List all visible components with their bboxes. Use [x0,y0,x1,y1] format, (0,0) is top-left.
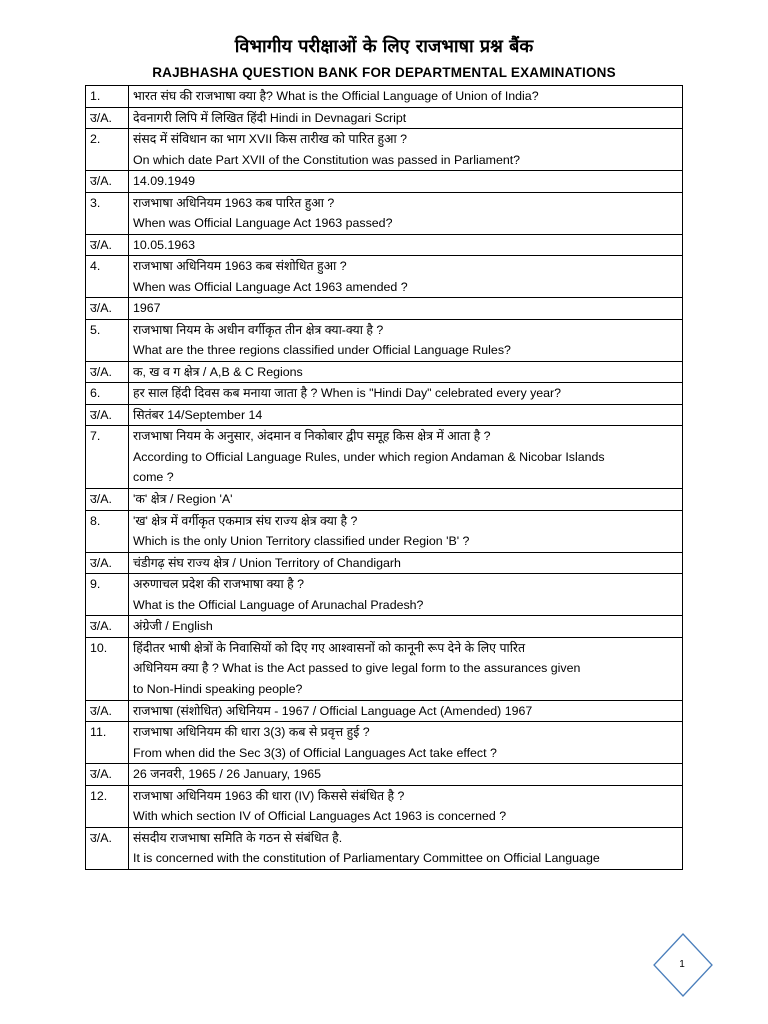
question-text-cell [129,192,683,234]
question-number: 1. [86,86,129,108]
answer-text-line: देवनागरी लिपि में लिखित हिंदी Hindi in Devnagari Script [133,110,407,125]
question-text-cell [129,510,683,552]
question-text-line: With which section IV of Official Languages Act 1963 is concerned ? [133,809,507,823]
answer-row [86,404,683,426]
answer-row [86,107,683,129]
answer-text-line: संसदीय राजभाषा समिति के गठन से संबंधित है. [133,830,343,845]
question-text-cell [129,319,683,361]
question-row [86,637,683,700]
answer-text-line: 26 जनवरी, 1965 / 26 January, 1965 [133,767,322,781]
question-text-cell [129,574,683,616]
answer-text-cell [129,764,683,786]
question-text-cell [129,637,683,700]
question-text-line: राजभाषा नियम के अधीन वर्गीकृत तीन क्षेत्र क्या-क्या है ? [133,322,384,337]
question-number: 11. [86,722,129,764]
answer-label: उ/A. [86,827,129,869]
page-title-hindi: विभागीय परीक्षाओं के लिए राजभाषा प्रश्न बैंक [234,36,534,57]
question-text-line: When was Official Language Act 1963 passed? [133,216,393,230]
answer-row [86,827,683,869]
answer-label: उ/A. [86,404,129,426]
question-text-line: When was Official Language Act 1963 amended ? [133,279,408,294]
question-row [86,574,683,616]
question-number: 4. [86,256,129,298]
answer-label: उ/A. [86,298,129,320]
answer-text-cell [129,700,683,722]
question-text-line: अधिनियम क्या है ? What is the Act passed to give legal form to the assurances given [133,661,581,675]
answer-text-line: 'क' क्षेत्र / Region 'A' [133,492,233,506]
answer-label: उ/A. [86,234,129,256]
question-text-line: राजभाषा अधिनियम 1963 कब पारित हुआ ? [133,195,335,210]
answer-text-line: क, ख व ग क्षेत्र / A,B & C Regions [133,364,303,379]
answer-text-cell [129,361,683,383]
question-text-cell [129,722,683,764]
answer-text-cell [129,616,683,638]
question-number: 6. [86,383,129,405]
answer-label: उ/A. [86,361,129,383]
question-text-line: अरुणाचल प्रदेश की राजभाषा क्या है ? [133,577,305,591]
question-text-line: From when did the Sec 3(3) of Official Languages Act take effect ? [133,745,497,760]
question-number: 12. [86,785,129,827]
question-row [86,510,683,552]
question-number: 9. [86,574,129,616]
question-text-line: हर साल हिंदी दिवस कब मनाया जाता है ? When is "Hindi Day" celebrated every year? [133,386,562,400]
question-number: 2. [86,129,129,171]
answer-text-line: राजभाषा (संशोधित) अधिनियम - 1967 / Official Language Act (Amended) 1967 [133,703,533,718]
question-text-cell [129,383,683,405]
question-text-line: According to Official Language Rules, under which region Andaman & Nicobar Islands [133,449,605,464]
question-row [86,192,683,234]
answer-label: उ/A. [86,700,129,722]
answer-text-cell [129,827,683,869]
answer-row [86,234,683,256]
question-text-line: राजभाषा अधिनियम 1963 की धारा (IV) किससे संबंधित है ? [133,788,405,803]
question-row [86,426,683,489]
page-title-english: RAJBHASHA QUESTION BANK FOR DEPARTMENTAL EXAMINATIONS [152,65,616,80]
question-text-line: राजभाषा नियम के अनुसार, अंदमान व निकोबार द्वीप समूह किस क्षेत्र में आता है ? [133,429,491,443]
question-number: 7. [86,426,129,489]
page-number: 1 [679,959,685,970]
answer-text-cell [129,107,683,129]
question-text-line: हिंदीतर भाषी क्षेत्रों के निवासियों को दिए गए आश्वासनों को कानूनी रूप देने के लिए पारित [133,640,526,655]
question-text-line: 'ख' क्षेत्र में वर्गीकृत एकमात्र संघ राज्य क्षेत्र क्या है ? [133,513,358,528]
question-number: 8. [86,510,129,552]
answer-text-line: 10.05.1963 [133,237,196,252]
question-text-line: On which date Part XVII of the Constitution was passed in Parliament? [133,152,521,167]
question-text-line: राजभाषा अधिनियम 1963 कब संशोधित हुआ ? [133,259,347,273]
question-number: 5. [86,319,129,361]
question-row [86,383,683,405]
question-row [86,785,683,827]
question-text-line: What is the Official Language of Arunachal Pradesh? [133,597,424,612]
question-text-line: Which is the only Union Territory classified under Region 'B' ? [133,534,470,548]
answer-row [86,700,683,722]
question-text-cell [129,785,683,827]
answer-row [86,361,683,383]
question-row [86,319,683,361]
answer-row [86,616,683,638]
question-text-line: संसद में संविधान का भाग XVII किस तारीख को पारित हुआ ? [133,132,408,146]
answer-row [86,171,683,193]
answer-label: उ/A. [86,552,129,574]
answer-text-line: 14.09.1949 [133,174,196,188]
answer-label: उ/A. [86,616,129,638]
question-text-cell [129,129,683,171]
question-text-line: What are the three regions classified under Official Language Rules? [133,343,511,357]
answer-label: उ/A. [86,171,129,193]
question-row [86,256,683,298]
answer-label: उ/A. [86,489,129,511]
answer-text-line: अंग्रेजी / English [133,619,213,633]
answer-text-cell [129,404,683,426]
question-bank-body [86,86,683,870]
answer-row [86,489,683,511]
question-text-line: राजभाषा अधिनियम की धारा 3(3) कब से प्रवृत्त हुई ? [133,725,370,739]
answer-row [86,552,683,574]
answer-row [86,764,683,786]
answer-text-cell [129,234,683,256]
question-number: 10. [86,637,129,700]
question-row [86,129,683,171]
question-text-line: come ? [133,470,174,484]
question-text-cell [129,86,683,108]
answer-text-line: सितंबर 14/September 14 [133,407,263,422]
answer-text-cell [129,552,683,574]
answer-row [86,298,683,320]
question-text-cell [129,256,683,298]
question-number: 3. [86,192,129,234]
answer-text-cell [129,489,683,511]
answer-text-cell [129,171,683,193]
answer-text-line: 1967 [133,301,161,315]
answer-label: उ/A. [86,107,129,129]
question-row [86,86,683,108]
question-text-line: भारत संघ की राजभाषा क्या है? What is the Official Language of Union of India? [133,89,539,103]
answer-label: उ/A. [86,764,129,786]
answer-text-line: चंडीगढ़ संघ राज्य क्षेत्र / Union Territory of Chandigarh [133,555,401,570]
question-bank-table [85,85,683,870]
answer-text-line: It is concerned with the constitution of Parliamentary Committee on Official Language [133,851,600,865]
question-row [86,722,683,764]
answer-text-cell [129,298,683,320]
question-text-cell [129,426,683,489]
question-text-line: to Non-Hindi speaking people? [133,681,303,696]
